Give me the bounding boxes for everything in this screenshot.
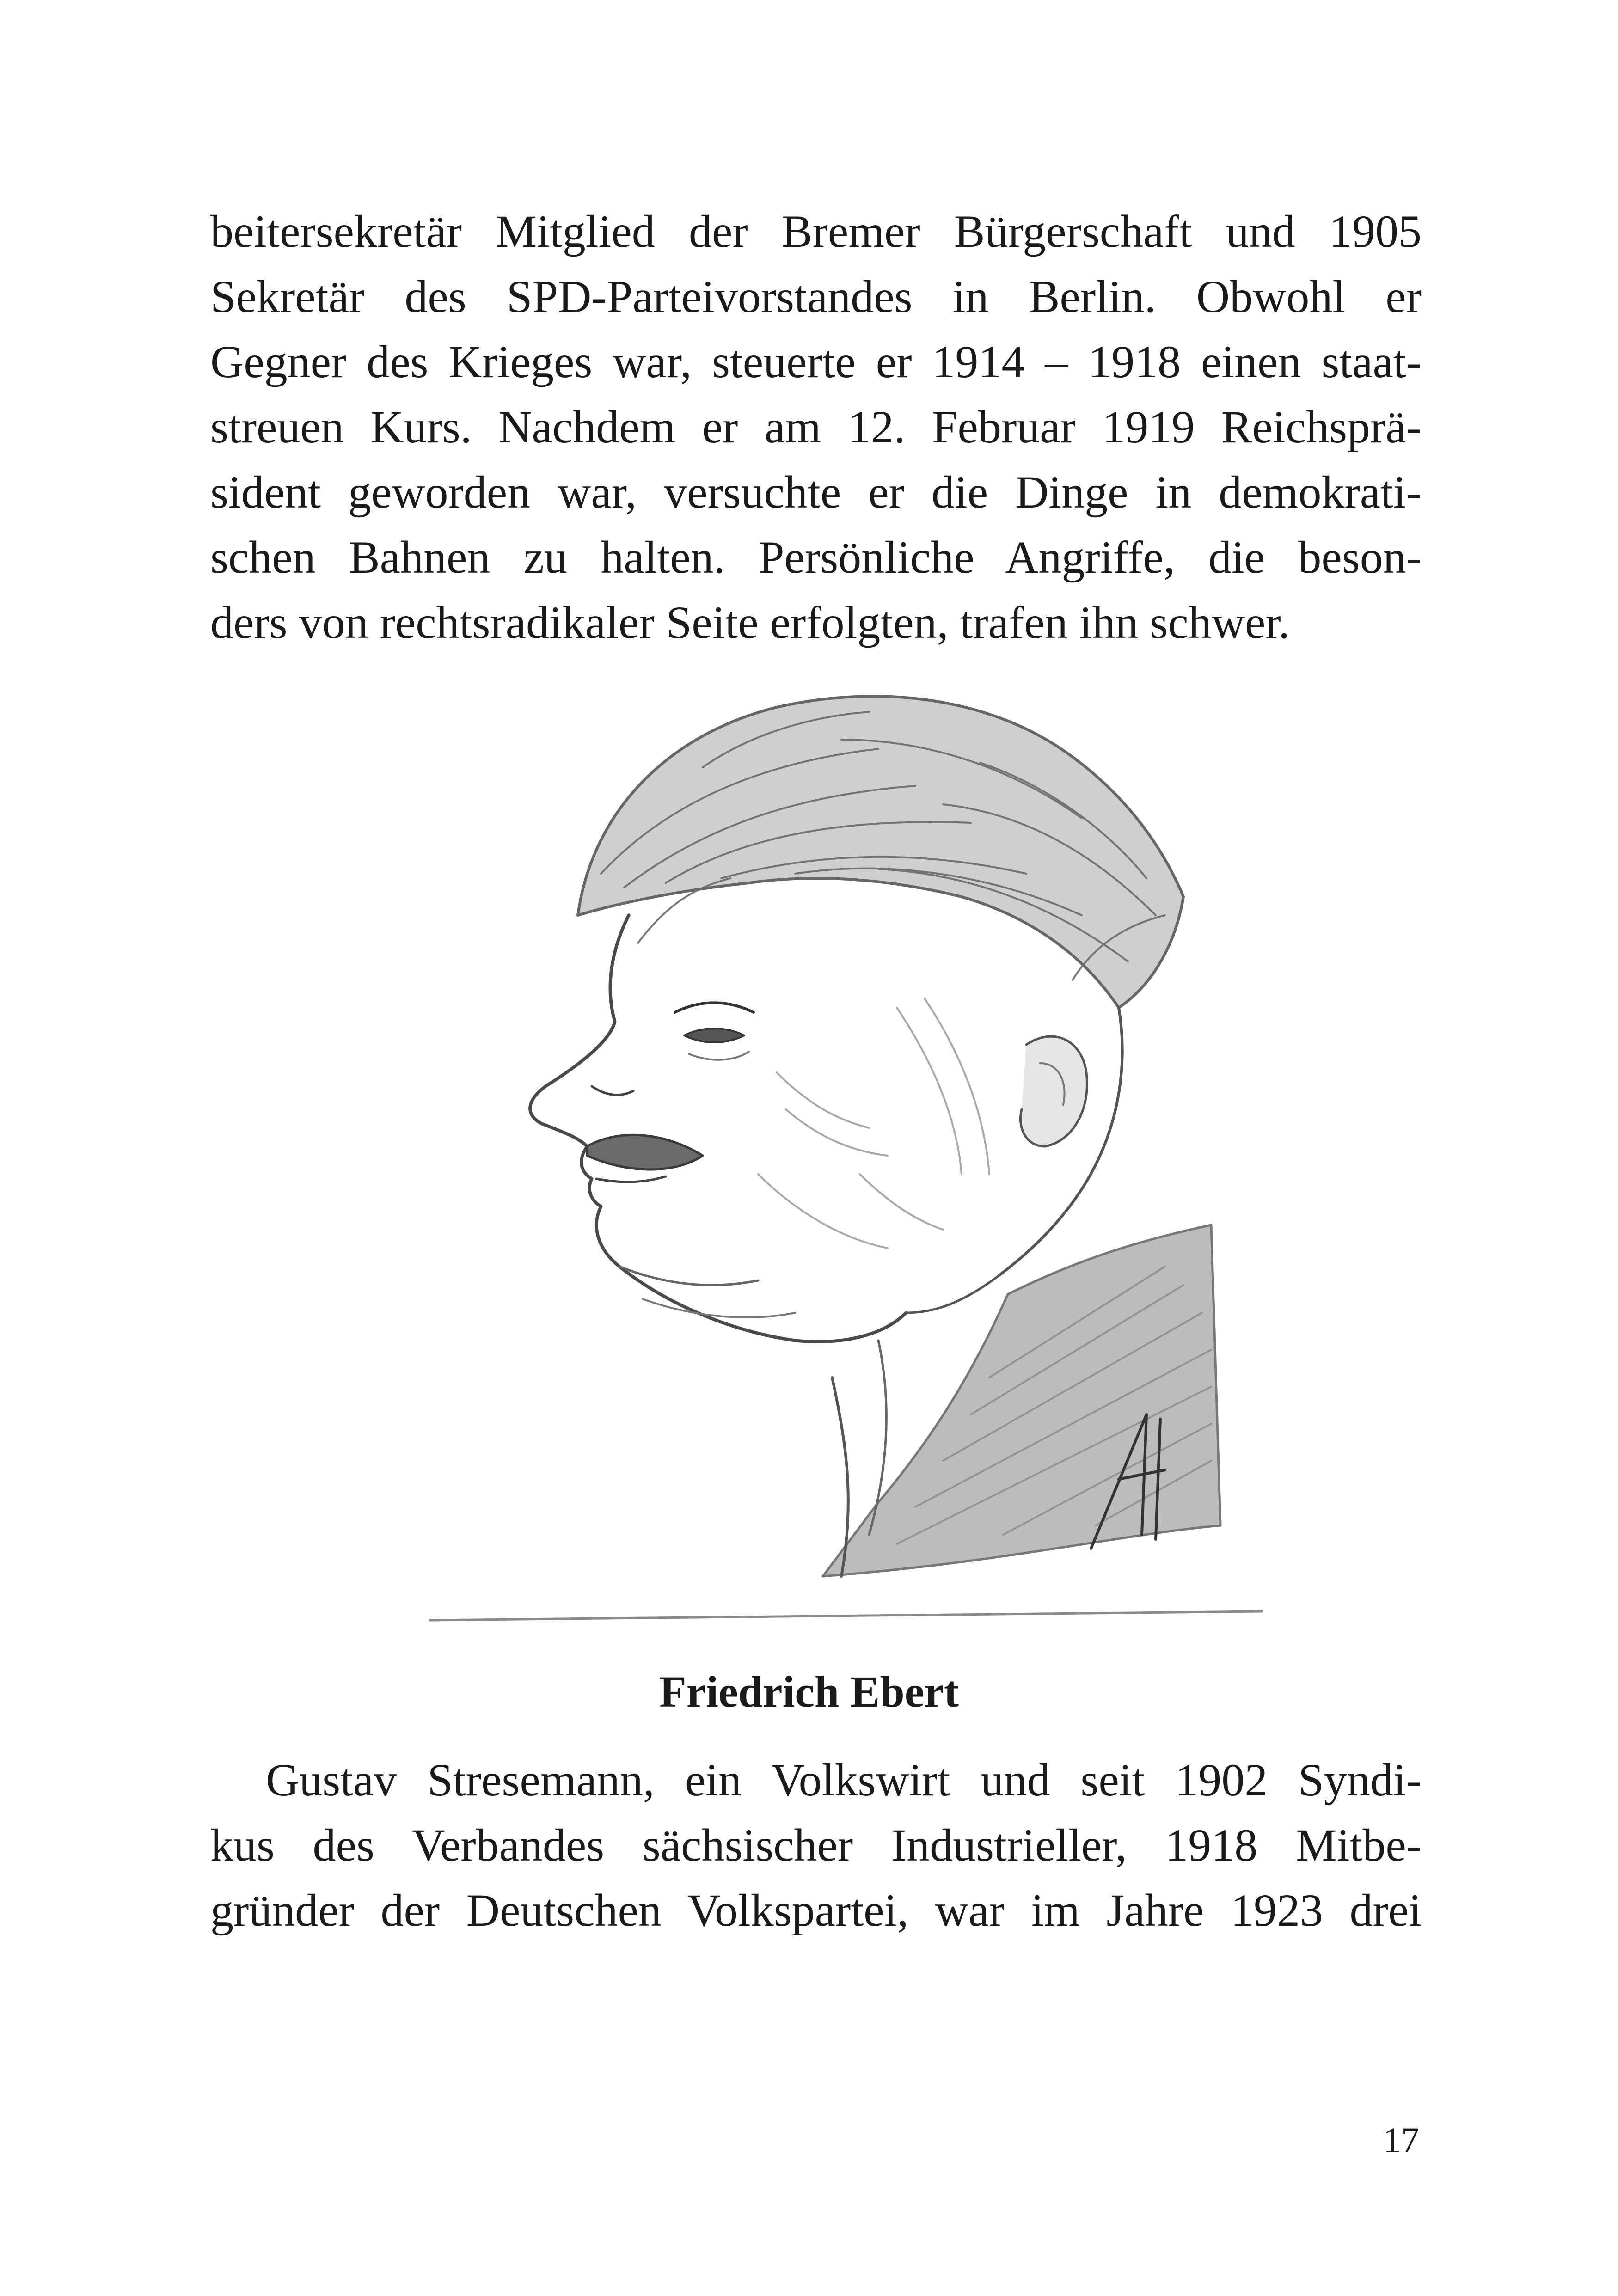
page-number: 17: [1383, 2120, 1419, 2160]
body-paragraph-bottom: [210, 1747, 1422, 1943]
text-line: gründer der Deutschen Volkspartei, war im Jahre 1923 drei: [210, 1885, 1422, 1936]
text-line: streuen Kurs. Nachdem er am 12. Februar 1919 Reichsprä-: [210, 401, 1422, 453]
text-line: Gegner des Krieges war, steuerte er 1914 – 1918 einen staat-: [210, 336, 1422, 387]
portrait-sketch-icon: [425, 656, 1267, 1632]
text-line: sident geworden war, versuchte er die Dinge in demokrati-: [210, 466, 1422, 518]
text-line: ders von rechtsradikaler Seite erfolgten, trafen ihn schwer.: [210, 597, 1290, 648]
text-line: Sekretär des SPD-Parteivorstandes in Berlin. Obwohl er: [210, 271, 1422, 322]
text-line: Gustav Stresemann, ein Volkswirt und seit 1902 Syndi-: [266, 1754, 1422, 1806]
body-paragraph-top: [210, 199, 1422, 655]
text-line: schen Bahnen zu halten. Persönliche Angriffe, die beson-: [210, 532, 1422, 583]
text-line: beitersekretär Mitglied der Bremer Bürgerschaft und 1905: [210, 206, 1422, 257]
text-line: kus des Verbandes sächsischer Industrieller, 1918 Mitbe-: [210, 1819, 1422, 1871]
illustration-caption: Friedrich Ebert: [659, 1667, 959, 1716]
